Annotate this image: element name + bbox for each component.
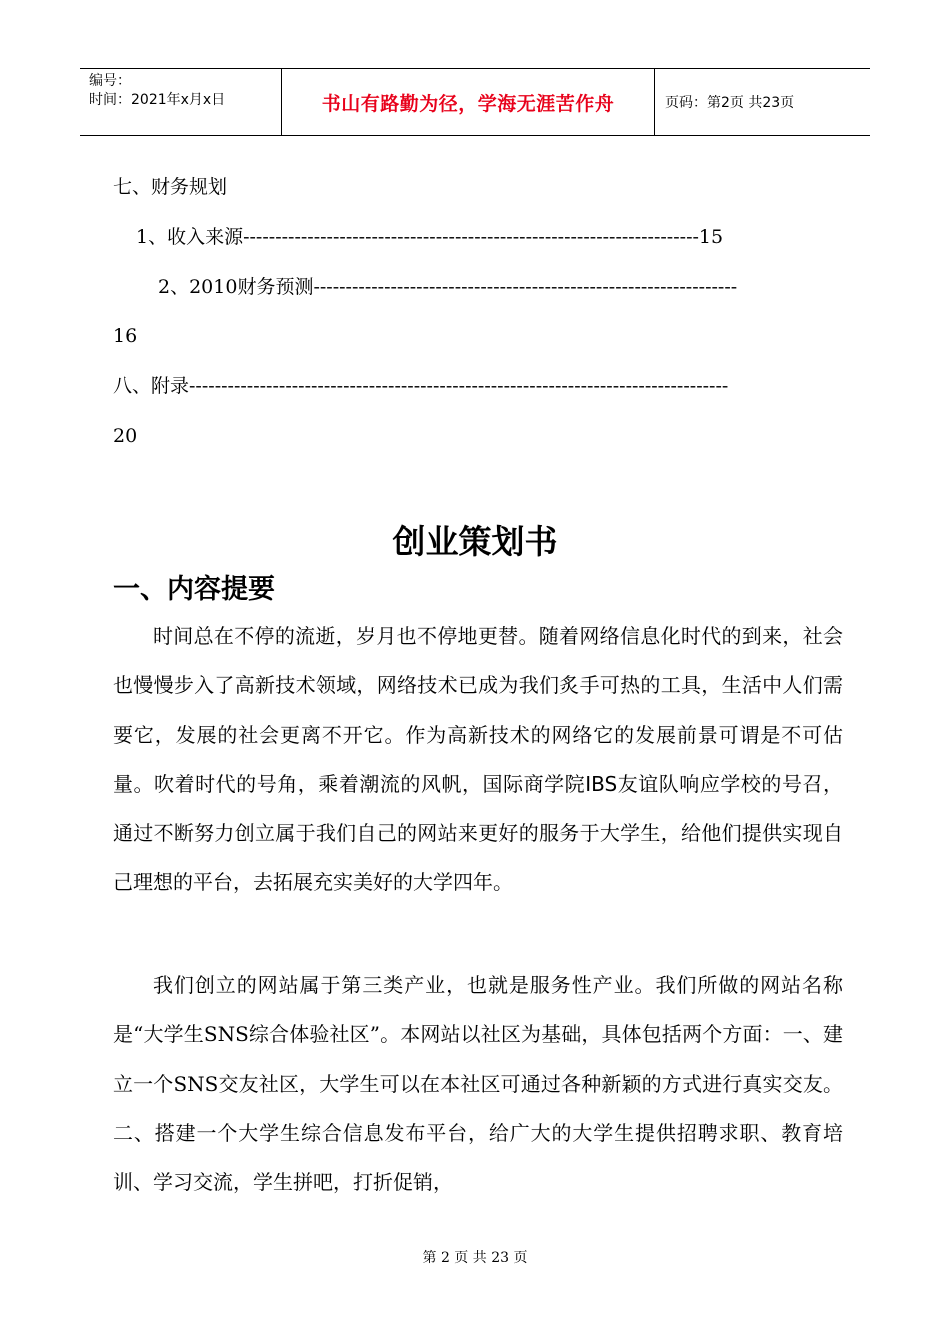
toc-item-income-page: 15 xyxy=(698,226,724,248)
toc-leader: ----------------------------------------------------------------------- xyxy=(243,226,699,248)
toc-section-7: 七、财务规划 xyxy=(113,176,228,198)
toc-item-forecast[interactable] xyxy=(158,274,820,300)
page-header xyxy=(80,68,870,136)
paragraph-1-ibs: IBS xyxy=(585,771,618,796)
section-heading: 一、内容提要 xyxy=(113,574,275,605)
paragraph-1 xyxy=(113,612,843,908)
toc-section-8-label: 八、附录 xyxy=(113,375,190,397)
paragraph-1-part-b: 友谊队响应学校的号召，通过不断努力创立属于我们自己的网站来更好的服务于大学生，给他们提供实现自己理想的平台，去拓展充实美好的大学四年。 xyxy=(113,771,844,895)
toc-leader: ------------------------------------------------------------------------------------ xyxy=(189,375,729,397)
toc-leader: ------------------------------------------------------------------ xyxy=(313,276,738,298)
toc-item-forecast-label: 2、2010财务预测 xyxy=(158,276,314,298)
toc-section-8[interactable] xyxy=(113,373,820,399)
paragraph-2: 我们创立的网站属于第三类产业，也就是服务性产业。我们所做的网站名称是“大学生SNS综合体验社区”。本网站以社区为基础，具体包括两个方面：一、建立一个SNS交友社区，大学生可以在本社区可通过各种新颖的方式进行真实交友。二、搭建一个大学生综合信息发布平台，给广大的大学生提供招聘求职、教育培训、学习交流，学生拼吧，打折促销， xyxy=(113,973,843,1195)
toc-item-income[interactable] xyxy=(136,224,723,250)
document-title: 创业策划书 xyxy=(392,522,558,561)
header-meta xyxy=(80,69,282,135)
toc-item-forecast-page: 16 xyxy=(113,325,138,347)
toc-item-income-label: 1、收入来源 xyxy=(136,226,244,248)
header-number-label: 编号： xyxy=(89,73,131,89)
header-page-info: 页码：第2页 共23页 xyxy=(665,95,795,111)
toc-section-8-page: 20 xyxy=(113,425,138,447)
paragraph-1-part-a: 时间总在不停的流逝，岁月也不停地更替。随着网络信息化时代的到来，社会也慢慢步入了高新技术领域，网络技术已成为我们炙手可热的工具，生活中人们需要它，发展的社会更离不开它。作为高新技术的网络它的发展前景可谓是不可估量。吹着时代的号角，乘着潮流的风帆，国际商学院 xyxy=(113,624,843,796)
page-footer: 第 2 页 共 23 页 xyxy=(422,1250,528,1266)
header-motto: 书山有路勤为径，学海无涯苦作舟 xyxy=(282,69,655,135)
header-time-label: 时间：2021年x月x日 xyxy=(89,92,226,108)
